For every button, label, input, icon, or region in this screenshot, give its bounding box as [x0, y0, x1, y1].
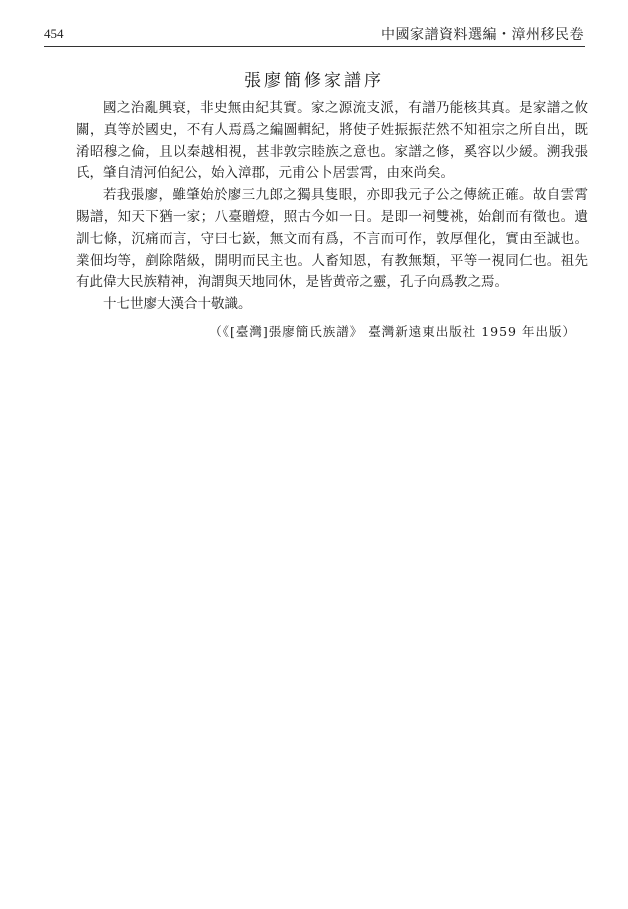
body-text [76, 98, 588, 316]
paragraph: 國之治亂興衰，非史無由紀其實。家之源流支派，有譜乃能核其真。是家譜之攸關，真等於國史，不有人焉爲之編圖輯紀，將使子姓振振茫然不知祖宗之所自出，既淆昭穆之倫，且以秦越相視，甚非敦宗睦族之意也。家譜之修，奚容以少緩。溯我張氏，肇自清河伯紀公，始入漳郡，元甫公卜居雲霄，由來尚矣。 [76, 100, 588, 182]
document-title: 張廖簡修家譜序 [244, 71, 384, 91]
page-number: 454 [44, 26, 64, 41]
paragraph: 若我張廖，雖肇始於廖三九郎之獨具隻眼，亦即我元子公之傳統正確。故自雲霄賜譜，知天下猶一家；八臺贈燈，照古今如一日。是即一祠雙祧，始創而有徵也。遺訓七條，沉痛而言，守曰七嶔，無文而有爲，不言而可作，敦厚俚化，實由至誠也。業佃均等，剷除階級，開明而民主也。人畜知恩，有教無類，平等一視同仁也。祖先有此偉大民族精神，洵謂與天地同休，是皆黄帝之靈，孔子向爲教之焉。 [76, 187, 588, 291]
running-header-title: 中國家譜資料選編・漳州移民卷 [381, 27, 584, 43]
header-rule [44, 46, 585, 47]
signature-paragraph: 十七世廖大漢合十敬識。 [103, 296, 252, 313]
source-citation: （《[臺灣]張廖簡氏族譜》 臺灣新遠東出版社 1959 年出版） [209, 324, 576, 339]
